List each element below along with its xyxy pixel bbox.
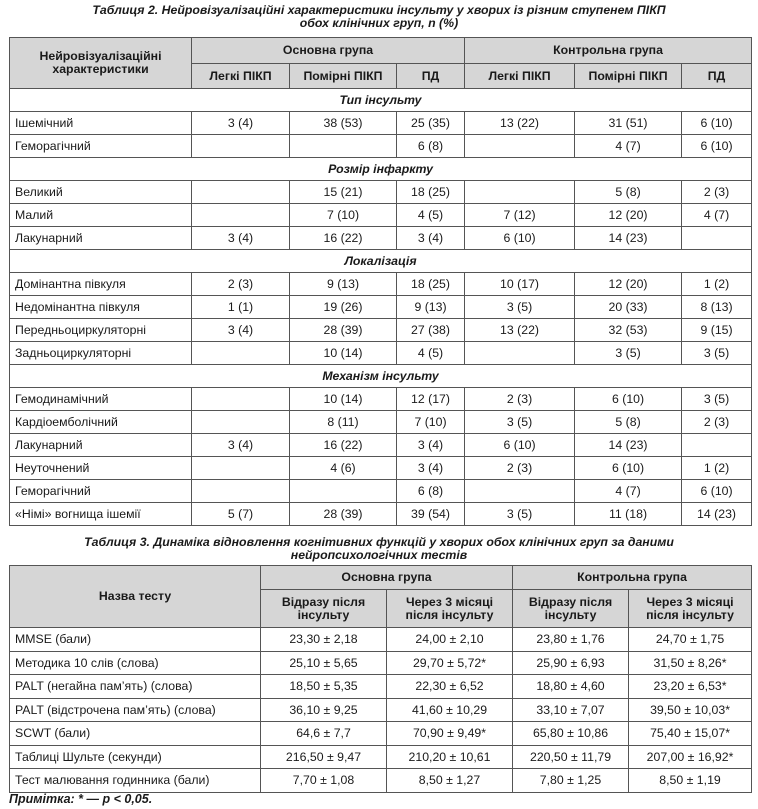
table2-cell: 18 (25) <box>397 181 465 204</box>
table2-section-title: Тип інсульту <box>10 89 752 112</box>
table3-header-control-group: Контрольна група <box>513 566 752 590</box>
table2-cell: 3 (5) <box>465 296 575 319</box>
table-row <box>10 342 752 365</box>
table2-row-label: Недомінантна півкуля <box>10 296 192 319</box>
table-row <box>10 628 752 652</box>
table3-header-test: Назва тесту <box>10 566 261 628</box>
table2-cell: 3 (5) <box>465 503 575 526</box>
table2-cell: 13 (22) <box>465 112 575 135</box>
table3-cell: 22,30 ± 6,52 <box>387 675 513 699</box>
table3-cell: 24,70 ± 1,75 <box>629 628 752 652</box>
table3-cell: 25,10 ± 5,65 <box>261 651 387 675</box>
table-row <box>10 722 752 746</box>
table3-cell: 36,10 ± 9,25 <box>261 698 387 722</box>
table2-cell: 3 (4) <box>192 227 290 250</box>
table3-cell: 25,90 ± 6,93 <box>513 651 629 675</box>
table3-cell: 23,30 ± 2,18 <box>261 628 387 652</box>
table2-cell: 15 (21) <box>290 181 397 204</box>
table2-cell <box>465 181 575 204</box>
table2-cell: 20 (33) <box>575 296 682 319</box>
table3-cell: 18,80 ± 4,60 <box>513 675 629 699</box>
table2-cell: 14 (23) <box>682 503 752 526</box>
table2-cell: 3 (4) <box>192 319 290 342</box>
table2-cell: 5 (8) <box>575 181 682 204</box>
table-row <box>10 135 752 158</box>
table2-cell: 6 (10) <box>575 388 682 411</box>
table3-cell: 220,50 ± 11,79 <box>513 745 629 769</box>
table2-cell: 6 (8) <box>397 135 465 158</box>
table2-cell: 7 (10) <box>397 411 465 434</box>
table2-row-label: Кардіоемболічний <box>10 411 192 434</box>
table2-cell: 28 (39) <box>290 319 397 342</box>
table2-cell: 32 (53) <box>575 319 682 342</box>
table2-cell: 10 (14) <box>290 342 397 365</box>
table2-cell: 3 (4) <box>397 227 465 250</box>
table2-cell: 6 (10) <box>682 112 752 135</box>
table2-cell: 6 (8) <box>397 480 465 503</box>
table2-subheader: Помірні ПІКП <box>290 64 397 89</box>
table2-cell: 27 (38) <box>397 319 465 342</box>
table3-cell: 64,6 ± 7,7 <box>261 722 387 746</box>
table2-section-row <box>10 365 752 388</box>
table2-cell: 3 (5) <box>575 342 682 365</box>
table2-section-title: Розмір інфаркту <box>10 158 752 181</box>
table2-row-label: Геморагічний <box>10 135 192 158</box>
table3-cell: 23,20 ± 6,53* <box>629 675 752 699</box>
table2-cell: 2 (3) <box>465 388 575 411</box>
table3-cell: 65,80 ± 10,86 <box>513 722 629 746</box>
table2-cell: 1 (1) <box>192 296 290 319</box>
table2-cell: 3 (4) <box>397 434 465 457</box>
table2-cell: 6 (10) <box>682 135 752 158</box>
table2-subheader: ПД <box>397 64 465 89</box>
table2-row-label: Геморагічний <box>10 480 192 503</box>
table3-cell: 75,40 ± 15,07* <box>629 722 752 746</box>
table2-cell: 2 (3) <box>465 457 575 480</box>
table2-cell: 3 (5) <box>682 388 752 411</box>
table2-caption-line2: обох клінічних груп, n (%) <box>299 16 459 30</box>
table2-cell: 14 (23) <box>575 227 682 250</box>
table2-cell: 4 (7) <box>575 480 682 503</box>
table3-cell: 24,00 ± 2,10 <box>387 628 513 652</box>
table2-subheader: Легкі ПІКП <box>465 64 575 89</box>
table3-subheader: Через 3 місяці після інсульту <box>387 590 513 628</box>
table3-caption-line2: нейропсихологічних тестів <box>290 548 468 562</box>
table-row <box>10 411 752 434</box>
table3 <box>9 565 752 793</box>
table2-caption-line1: Таблиця 2. Нейровізуалізаційні характеристики інсульту у хворих із різним ступенем ПІКП <box>92 3 666 17</box>
table3-cell: 39,50 ± 10,03* <box>629 698 752 722</box>
table-row <box>10 112 752 135</box>
table2-cell: 39 (54) <box>397 503 465 526</box>
table2-cell <box>192 388 290 411</box>
table2-cell: 13 (22) <box>465 319 575 342</box>
table2-cell: 16 (22) <box>290 227 397 250</box>
table3-cell: 207,00 ± 16,92* <box>629 745 752 769</box>
table3-row-label: PALT (негайна пам’ять) (слова) <box>10 675 261 699</box>
table3-subheader: Через 3 місяці після інсульту <box>629 590 752 628</box>
table2-cell: 9 (15) <box>682 319 752 342</box>
table2-subheader: Легкі ПІКП <box>192 64 290 89</box>
table2-cell: 1 (2) <box>682 273 752 296</box>
table3-header-main-group: Основна група <box>261 566 513 590</box>
table2-cell: 19 (26) <box>290 296 397 319</box>
table2-cell: 4 (6) <box>290 457 397 480</box>
table3-row-label: Методика 10 слів (слова) <box>10 651 261 675</box>
table2-subheader: ПД <box>682 64 752 89</box>
table-row <box>10 227 752 250</box>
table2-header-control-group: Контрольна група <box>465 38 752 64</box>
table2-cell: 1 (2) <box>682 457 752 480</box>
table2-cell: 10 (17) <box>465 273 575 296</box>
table-row <box>10 181 752 204</box>
table2-section-row <box>10 158 752 181</box>
table2-cell: 3 (5) <box>682 342 752 365</box>
table2-cell <box>192 411 290 434</box>
table3-row-label: SCWT (бали) <box>10 722 261 746</box>
table2 <box>9 37 752 526</box>
table3-row-label: MMSE (бали) <box>10 628 261 652</box>
table2-row-label: Ішемічний <box>10 112 192 135</box>
table2-cell <box>290 135 397 158</box>
table2-cell <box>192 480 290 503</box>
table3-cell: 7,80 ± 1,25 <box>513 769 629 793</box>
table3-cell: 8,50 ± 1,19 <box>629 769 752 793</box>
table3-cell: 18,50 ± 5,35 <box>261 675 387 699</box>
table2-cell: 38 (53) <box>290 112 397 135</box>
table2-section-row <box>10 89 752 112</box>
table2-cell <box>192 457 290 480</box>
table3-cell: 41,60 ± 10,29 <box>387 698 513 722</box>
table3-cell: 8,50 ± 1,27 <box>387 769 513 793</box>
table-row <box>10 769 752 793</box>
table2-row-label: Великий <box>10 181 192 204</box>
table-row <box>10 651 752 675</box>
table2-cell: 6 (10) <box>682 480 752 503</box>
table2-cell: 8 (11) <box>290 411 397 434</box>
table2-cell: 6 (10) <box>465 227 575 250</box>
table3-row-label: Таблиці Шульте (секунди) <box>10 745 261 769</box>
table3-row-label: PALT (відстрочена пам’ять) (слова) <box>10 698 261 722</box>
table2-cell: 6 (10) <box>575 457 682 480</box>
table-row <box>10 434 752 457</box>
table2-cell: 2 (3) <box>192 273 290 296</box>
table2-cell: 4 (5) <box>397 204 465 227</box>
table2-cell: 3 (4) <box>397 457 465 480</box>
table2-row-label: Передньоциркуляторні <box>10 319 192 342</box>
table2-cell: 2 (3) <box>682 411 752 434</box>
table2-row-label: Домінантна півкуля <box>10 273 192 296</box>
table-row <box>10 388 752 411</box>
table2-cell: 12 (20) <box>575 204 682 227</box>
table3-subheader: Відразу після інсульту <box>513 590 629 628</box>
table-row <box>10 698 752 722</box>
table2-cell <box>465 480 575 503</box>
table2-cell <box>682 227 752 250</box>
table2-row-label: «Німі» вогнища ішемії <box>10 503 192 526</box>
table-row <box>10 273 752 296</box>
table2-cell: 3 (5) <box>465 411 575 434</box>
table3-caption-line1: Таблиця 3. Динаміка відновлення когнітивних функцій у хворих обох клінічних груп за даними <box>84 535 674 549</box>
table2-cell: 16 (22) <box>290 434 397 457</box>
table2-row-label: Задньоциркуляторні <box>10 342 192 365</box>
table3-cell: 23,80 ± 1,76 <box>513 628 629 652</box>
table2-section-title: Механізм інсульту <box>10 365 752 388</box>
table3-row-label: Тест малювання годинника (бали) <box>10 769 261 793</box>
table2-header-characteristics: Нейровізуалізаційні характеристики <box>10 38 192 89</box>
table2-subheader: Помірні ПІКП <box>575 64 682 89</box>
table2-cell: 9 (13) <box>397 296 465 319</box>
table2-cell: 14 (23) <box>575 434 682 457</box>
table2-cell: 10 (14) <box>290 388 397 411</box>
table3-cell: 216,50 ± 9,47 <box>261 745 387 769</box>
table2-section-title: Локалізація <box>10 250 752 273</box>
table2-cell: 12 (17) <box>397 388 465 411</box>
table-row <box>10 675 752 699</box>
table3-note: Примітка: * — р < 0,05. <box>9 792 153 806</box>
table3-cell: 7,70 ± 1,08 <box>261 769 387 793</box>
table2-row-label: Лакунарний <box>10 434 192 457</box>
table2-cell <box>192 181 290 204</box>
table2-cell: 9 (13) <box>290 273 397 296</box>
table2-cell <box>192 135 290 158</box>
table3-cell: 210,20 ± 10,61 <box>387 745 513 769</box>
table2-cell: 11 (18) <box>575 503 682 526</box>
table2-cell: 4 (5) <box>397 342 465 365</box>
table2-cell: 2 (3) <box>682 181 752 204</box>
table2-cell <box>290 480 397 503</box>
table2-cell: 7 (12) <box>465 204 575 227</box>
table2-row-label: Неуточнений <box>10 457 192 480</box>
table2-header-main-group: Основна група <box>192 38 465 64</box>
table2-cell: 3 (4) <box>192 112 290 135</box>
table2-cell: 5 (7) <box>192 503 290 526</box>
table2-cell <box>192 342 290 365</box>
table2-cell: 28 (39) <box>290 503 397 526</box>
table-row <box>10 457 752 480</box>
table2-cell: 7 (10) <box>290 204 397 227</box>
table-row <box>10 745 752 769</box>
table2-cell: 12 (20) <box>575 273 682 296</box>
table3-cell: 29,70 ± 5,72* <box>387 651 513 675</box>
table-row <box>10 204 752 227</box>
table2-row-label: Лакунарний <box>10 227 192 250</box>
table2-cell: 31 (51) <box>575 112 682 135</box>
table2-cell <box>465 342 575 365</box>
table3-cell: 31,50 ± 8,26* <box>629 651 752 675</box>
table2-cell: 4 (7) <box>575 135 682 158</box>
table2-cell: 4 (7) <box>682 204 752 227</box>
table2-row-label: Малий <box>10 204 192 227</box>
table2-cell: 5 (8) <box>575 411 682 434</box>
table2-cell <box>465 135 575 158</box>
table2-cell: 3 (4) <box>192 434 290 457</box>
table-row <box>10 503 752 526</box>
table2-cell: 8 (13) <box>682 296 752 319</box>
table3-cell: 70,90 ± 9,49* <box>387 722 513 746</box>
table-row <box>10 480 752 503</box>
table3-cell: 33,10 ± 7,07 <box>513 698 629 722</box>
table2-cell: 18 (25) <box>397 273 465 296</box>
table2-cell <box>682 434 752 457</box>
table2-cell: 25 (35) <box>397 112 465 135</box>
table3-subheader: Відразу після інсульту <box>261 590 387 628</box>
table2-section-row <box>10 250 752 273</box>
table2-cell: 6 (10) <box>465 434 575 457</box>
table2-cell <box>192 204 290 227</box>
table-row <box>10 319 752 342</box>
table2-row-label: Гемодинамічний <box>10 388 192 411</box>
table-row <box>10 296 752 319</box>
